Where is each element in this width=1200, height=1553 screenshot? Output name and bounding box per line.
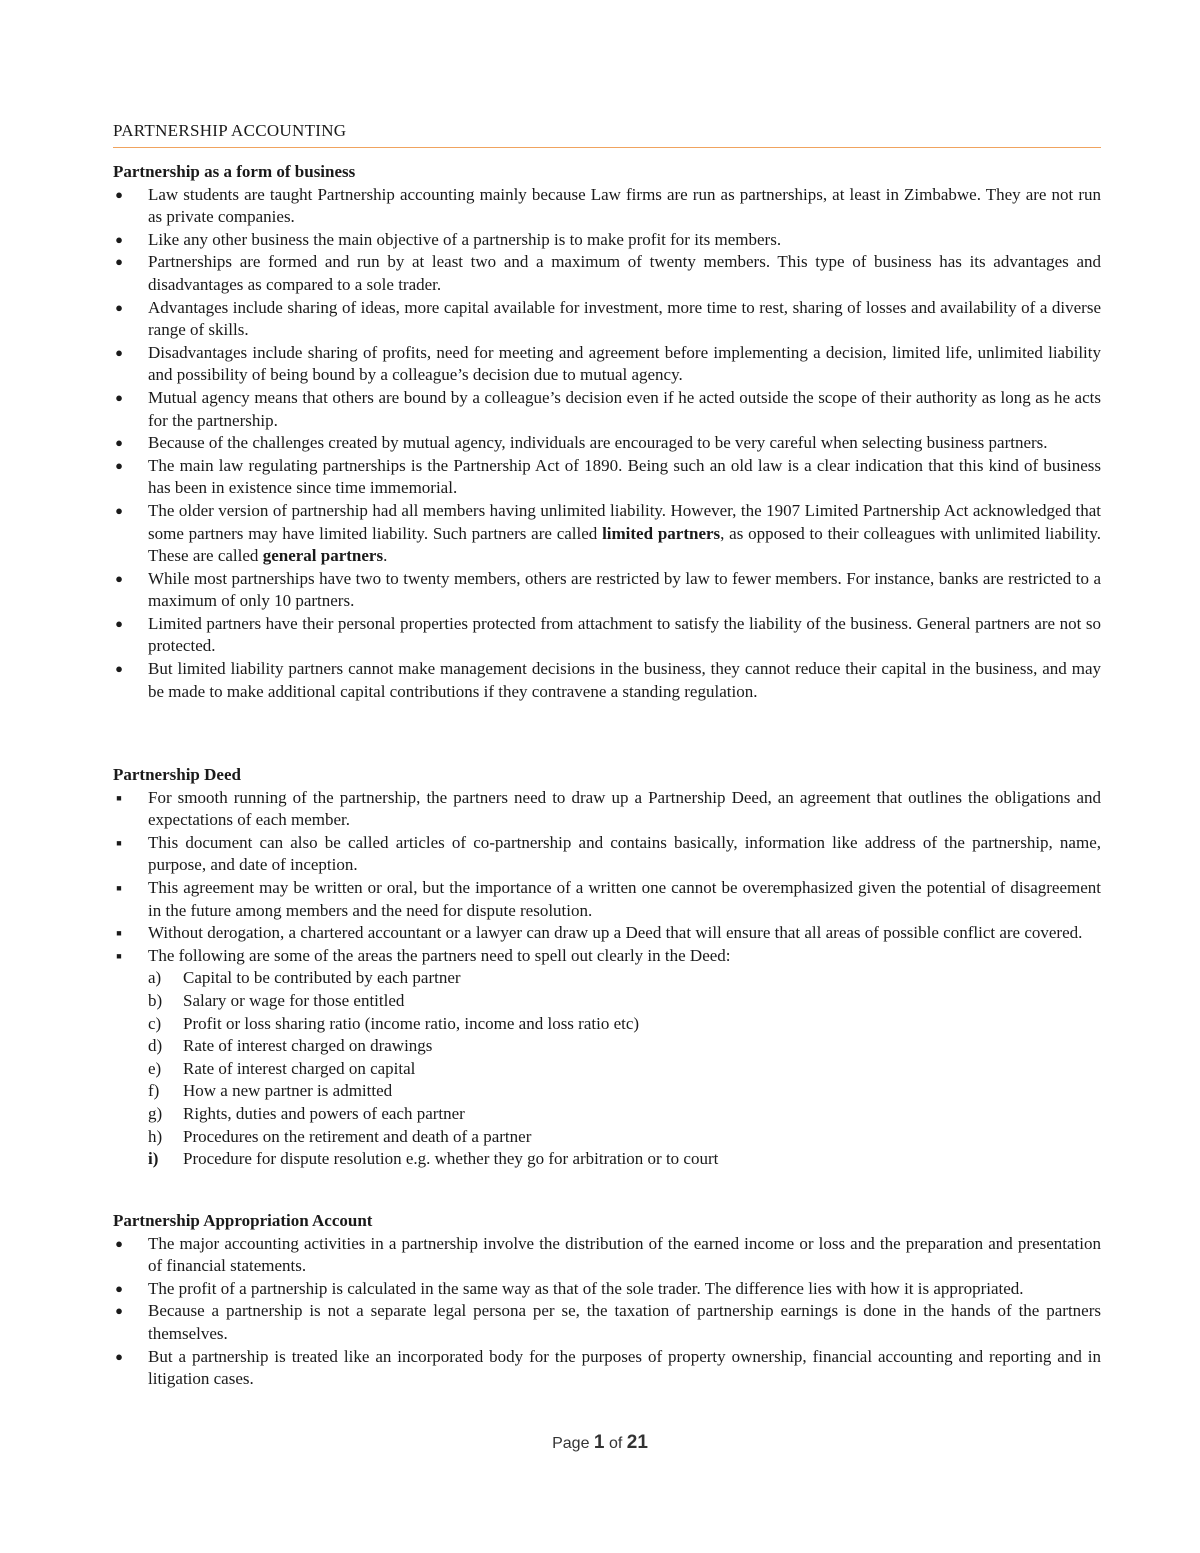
list-item: h) Procedures on the retirement and death of a partner xyxy=(148,1126,532,1146)
section-partnership-deed xyxy=(113,764,1101,1171)
section-heading: Partnership Deed xyxy=(113,765,241,784)
list-item: ● Because a partnership is not a separate legal persona per se, the taxation of partnership earnings is done in the hands of the partners themselves. xyxy=(113,1300,1101,1345)
bullet-icon xyxy=(113,387,125,410)
list-item: i) Procedure for dispute resolution e.g. whether they go for arbitration or to court xyxy=(148,1149,719,1169)
list-item: ■ This agreement may be written or oral, but the importance of a written one cannot be overemphasized given the potential of disagreement in the future among members and the need for dispute resolution. xyxy=(113,877,1101,922)
list-item: ● But limited liability partners cannot make management decisions in the business, they cannot reduce their capital in the business, and may be made to make additional capital contributions if they contravene a standing regulation. xyxy=(113,658,1101,703)
section-heading: Partnership Appropriation Account xyxy=(113,1211,373,1230)
list-item: ■ This document can also be called articles of co-partnership and contains basically, information like address of the partnership, name, purpose, and date of inception. xyxy=(113,832,1101,877)
bullet-icon xyxy=(113,1233,125,1256)
bullet-list xyxy=(113,1233,1101,1391)
list-item: ● Advantages include sharing of ideas, more capital available for investment, more time to rest, sharing of losses and availability of a diverse range of skills. xyxy=(113,297,1101,342)
list-item: b) Salary or wage for those entitled xyxy=(148,990,405,1010)
bullet-icon xyxy=(113,613,125,636)
bullet-icon xyxy=(113,251,125,274)
bullet-list xyxy=(113,184,1101,704)
list-item: ● The main law regulating partnerships is the Partnership Act of 1890. Being such an old law is a clear indication that this kind of business has been in existence since time immemorial. xyxy=(113,455,1101,500)
list-item: ● Mutual agency means that others are bound by a colleague’s decision even if he acted outside the scope of their authority as long as he acts for the partnership. xyxy=(113,387,1101,432)
term-limited-partners: limited partners xyxy=(602,523,721,543)
list-item: ● But a partnership is treated like an incorporated body for the purposes of property ownership, financial accounting and reporting and in litigation cases. xyxy=(113,1346,1101,1391)
term-general-partners: general partners xyxy=(262,546,384,566)
bullet-icon xyxy=(113,455,125,478)
list-item: ● Disadvantages include sharing of profits, need for meeting and agreement before implementing a decision, limited life, unlimited liability and possibility of being bound by a colleague’s decision due to mutual agency. xyxy=(113,342,1101,387)
of-label: of xyxy=(608,1435,623,1452)
bullet-icon xyxy=(113,568,125,591)
bullet-icon xyxy=(113,658,125,681)
list-item: g) Rights, duties and powers of each partner xyxy=(148,1103,465,1123)
bullet-icon xyxy=(113,229,125,252)
bullet-icon xyxy=(113,432,125,455)
bullet-icon xyxy=(113,500,125,523)
page-footer xyxy=(0,1432,1200,1454)
deed-areas-list xyxy=(113,967,1101,1170)
list-item: ● Law students are taught Partnership accounting mainly because Law firms are run as partnerships, at least in Zimbabwe. They are not run as private companies. xyxy=(113,184,1101,229)
list-item: c) Profit or loss sharing ratio (income ratio, income and loss ratio etc) xyxy=(148,1013,640,1033)
list-item: ● The older version of partnership had all members having unlimited liability. However, the 1907 Limited Partnership Act acknowledged that some partners may have limited liability. Such partners are called limited partners, as opposed to their colleagues with unlimited liability. These are called general partners. xyxy=(113,500,1101,568)
list-item: ● Partnerships are formed and run by at least two and a maximum of twenty members. This type of business has its advantages and disadvantages as compared to a sole trader. xyxy=(113,251,1101,296)
section-heading: Partnership as a form of business xyxy=(113,162,356,181)
list-item: ● Like any other business the main objective of a partnership is to make profit for its members. xyxy=(113,229,1101,252)
section-appropriation-account xyxy=(113,1210,1101,1391)
square-bullet-icon xyxy=(113,877,125,900)
square-bullet-icon xyxy=(113,787,125,810)
list-item: ● Because of the challenges created by mutual agency, individuals are encouraged to be very careful when selecting business partners. xyxy=(113,432,1101,455)
list-item: ● The profit of a partnership is calculated in the same way as that of the sole trader. The difference lies with how it is appropriated. xyxy=(113,1278,1101,1301)
total-pages: 21 xyxy=(626,1432,648,1453)
bullet-list xyxy=(113,787,1101,968)
page-number: 1 xyxy=(593,1432,605,1453)
list-item: ■ The following are some of the areas the partners need to spell out clearly in the Deed: xyxy=(113,945,1101,968)
list-item: ● While most partnerships have two to twenty members, others are restricted by law to fewer members. For instance, banks are restricted to a maximum of only 10 partners. xyxy=(113,568,1101,613)
bullet-icon xyxy=(113,297,125,320)
square-bullet-icon xyxy=(113,922,125,945)
bullet-icon xyxy=(113,184,125,207)
list-item: ■ For smooth running of the partnership, the partners need to draw up a Partnership Deed, an agreement that outlines the obligations and expectations of each member. xyxy=(113,787,1101,832)
list-item: ● The major accounting activities in a partnership involve the distribution of the earned income or loss and the preparation and presentation of financial statements. xyxy=(113,1233,1101,1278)
square-bullet-icon xyxy=(113,832,125,855)
bullet-icon xyxy=(113,1346,125,1369)
list-item: a) Capital to be contributed by each partner xyxy=(148,968,461,988)
list-item: ■ Without derogation, a chartered accountant or a lawyer can draw up a Deed that will ensure that all areas of possible conflict are covered. xyxy=(113,922,1101,945)
section-partnership-business xyxy=(113,161,1101,703)
list-item: e) Rate of interest charged on capital xyxy=(148,1058,416,1078)
list-item: f) How a new partner is admitted xyxy=(148,1081,393,1101)
square-bullet-icon xyxy=(113,945,125,968)
list-item: d) Rate of interest charged on drawings xyxy=(148,1036,433,1056)
bullet-icon xyxy=(113,1300,125,1323)
bullet-icon xyxy=(113,1278,125,1301)
list-item: ● Limited partners have their personal properties protected from attachment to satisfy the liability of the business. General partners are not so protected. xyxy=(113,613,1101,658)
document-title: PARTNERSHIP ACCOUNTING xyxy=(113,121,1101,148)
page-label: Page xyxy=(552,1435,590,1452)
bullet-icon xyxy=(113,342,125,365)
